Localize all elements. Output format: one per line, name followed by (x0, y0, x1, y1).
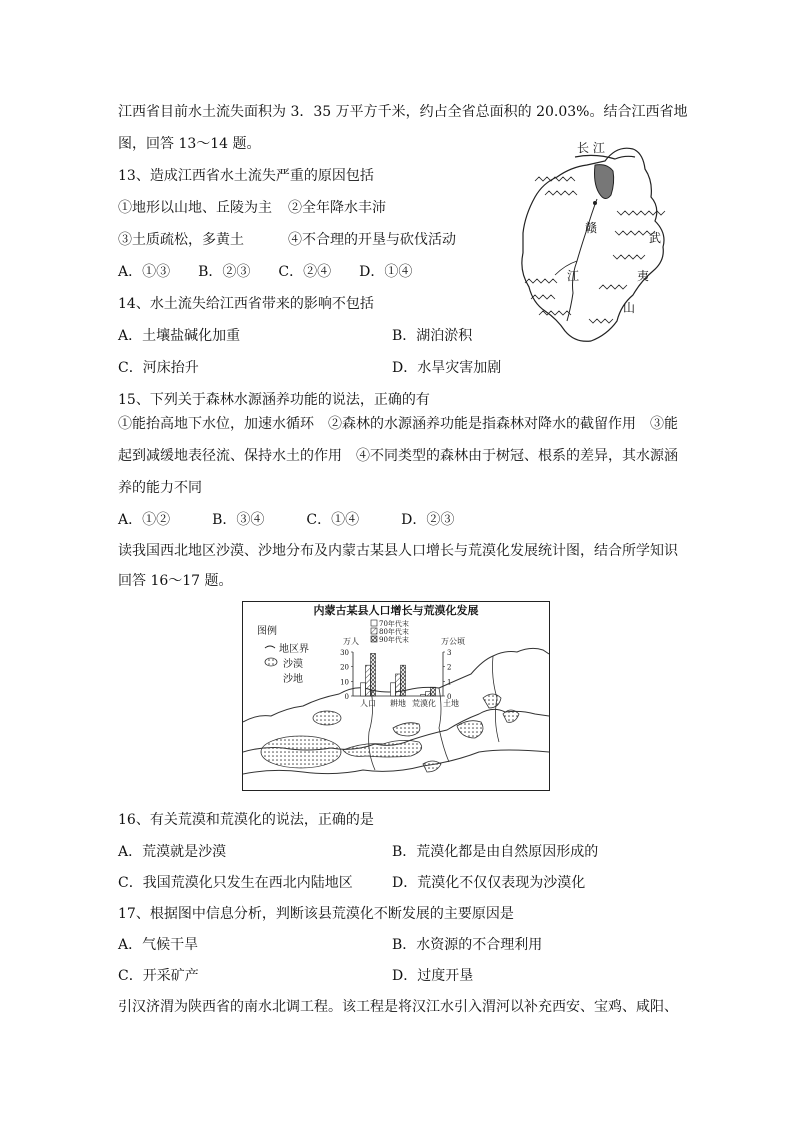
bar-荒漠化土地-90年代末 (431, 687, 436, 696)
q17-option-b: B．水资源的不合理利用 (392, 937, 543, 953)
y-right-tick-label-0: 0 (447, 693, 452, 701)
map-label-yi: 夷 (637, 269, 650, 283)
legend-swatch-2 (371, 628, 377, 634)
q16-option-b: B．荒漠化都是由自然原因形成的 (392, 844, 599, 860)
x-tick-label-2: 耕地 (390, 699, 406, 708)
q16-option-d: D．荒漠化不仅仅表现为沙漠化 (392, 875, 586, 891)
legend-swatch-1 (371, 620, 377, 626)
bar-耕地-90年代末 (401, 665, 406, 696)
legend-sandy: 沙地 (283, 674, 303, 685)
jiangxi-map (515, 135, 675, 350)
y-right-tick-label-3: 3 (447, 649, 452, 657)
q13-stem: 13、造成江西省水土流失严重的原因包括 (118, 168, 374, 184)
legend-desert: 沙漠 (283, 659, 303, 670)
y-left-tick-label-10: 10 (340, 678, 349, 687)
legend-series-label-3: 90年代末 (379, 636, 409, 644)
q17-stem: 17、根据图中信息分析，判断该县荒漠化不断发展的主要原因是 (118, 906, 514, 922)
map-label-shan: 山 (623, 301, 636, 315)
bar-耕地-80年代末 (396, 674, 401, 696)
legend-series-label-2: 80年代末 (379, 628, 409, 636)
legend-series-label-1: 70年代末 (379, 620, 409, 628)
intro-line-2: 图，回答 13～14 题。 (118, 136, 261, 152)
q13-choices: A．①③ B．②③ C．②④ D．①④ (118, 264, 413, 280)
q15-line-1: ①能抬高地下水位，加速水循环 ②森林的水源涵养功能是指森林对降水的截留作用 ③能 (118, 416, 678, 432)
map-label-changjiang: 长 江 (577, 141, 605, 155)
q13-option-1: ①地形以山地、丘陵为主 (118, 200, 272, 216)
map-label-jiang: 江 (567, 269, 580, 283)
legend-swatch-3 (371, 636, 377, 642)
y-right-tick-label-2: 2 (447, 663, 452, 672)
figure-title: 内蒙古某县人口增长与荒漠化发展 (313, 604, 479, 617)
y-left-tick-label-0: 0 (344, 693, 349, 701)
intro-line-1: 江西省目前水土流失面积为 3．35 万平方千米，约占全省总面积的 20.03%。结合江西省地 (118, 104, 688, 120)
bar-荒漠化土地-80年代末 (426, 692, 431, 696)
q16-stem: 16、有关荒漠和荒漠化的说法，正确的是 (118, 812, 374, 828)
q14-option-d: D．水旱灾害加剧 (392, 360, 502, 376)
y-left-unit-label: 万人 (343, 637, 359, 646)
q17-option-d: D．过度开垦 (392, 968, 474, 984)
q13-option-4: ④不合理的开垦与砍伐活动 (288, 232, 456, 248)
population-desertification-chart (335, 618, 465, 730)
q13-option-2: ②全年降水丰沛 (288, 200, 386, 216)
y-right-unit-label: 万公顷 (441, 637, 465, 646)
q13-option-3: ③土质疏松，多黄土 (118, 232, 244, 248)
intro2-line-1: 读我国西北地区沙漠、沙地分布及内蒙古某县人口增长与荒漠化发展统计图，结合所学知识 (118, 543, 678, 559)
q14-option-c: C．河床抬升 (118, 360, 199, 376)
q16-option-c: C．我国荒漠化只发生在西北内陆地区 (118, 875, 353, 891)
q14-stem: 14、水土流失给江西省带来的影响不包括 (118, 296, 374, 312)
x-tick-label-3: 荒漠化 (412, 699, 436, 708)
map-label-wu: 武 (649, 231, 662, 245)
desertification-figure (242, 601, 550, 791)
q17-option-c: C．开采矿产 (118, 968, 199, 984)
q15-stem: 15、下列关于森林水源涵养功能的说法，正确的有 (118, 392, 430, 408)
bar-人口-80年代末 (366, 665, 371, 696)
q15-choices: A．①② B．③④ C．①④ D．②③ (118, 512, 455, 528)
bar-人口-90年代末 (371, 653, 376, 696)
bar-耕地-70年代末 (391, 683, 396, 696)
intro2-line-2: 回答 16～17 题。 (118, 573, 233, 589)
y-left-tick-label-30: 30 (340, 649, 349, 657)
legend-title: 图例 (257, 626, 277, 637)
q17-option-a: A．气候干旱 (118, 937, 199, 953)
y-left-tick-label-20: 20 (340, 663, 349, 672)
bar-荒漠化土地-70年代末 (421, 695, 426, 696)
legend-boundary: 地区界 (279, 644, 309, 655)
bar-人口-70年代末 (361, 683, 366, 696)
q15-line-2: 起到减缓地表径流、保持水土的作用 ④不同类型的森林由于树冠、根系的差异，其水源涵 (118, 448, 678, 464)
q14-option-b: B．湖泊淤积 (392, 328, 473, 344)
x-tick-label-3b: 土地 (443, 699, 459, 708)
intro3-line-1: 引汉济渭为陕西省的南水北调工程。该工程是将汉江水引入渭河以补充西安、宝鸡、咸阳、 (118, 999, 678, 1015)
y-right-tick-label-1: 1 (447, 678, 452, 687)
map-label-gan: 赣 (585, 221, 598, 235)
q15-line-3: 养的能力不同 (118, 480, 202, 496)
x-tick-label-1: 人口 (360, 699, 376, 708)
q14-option-a: A．土壤盐碱化加重 (118, 328, 241, 344)
q16-option-a: A．荒漠就是沙漠 (118, 844, 227, 860)
